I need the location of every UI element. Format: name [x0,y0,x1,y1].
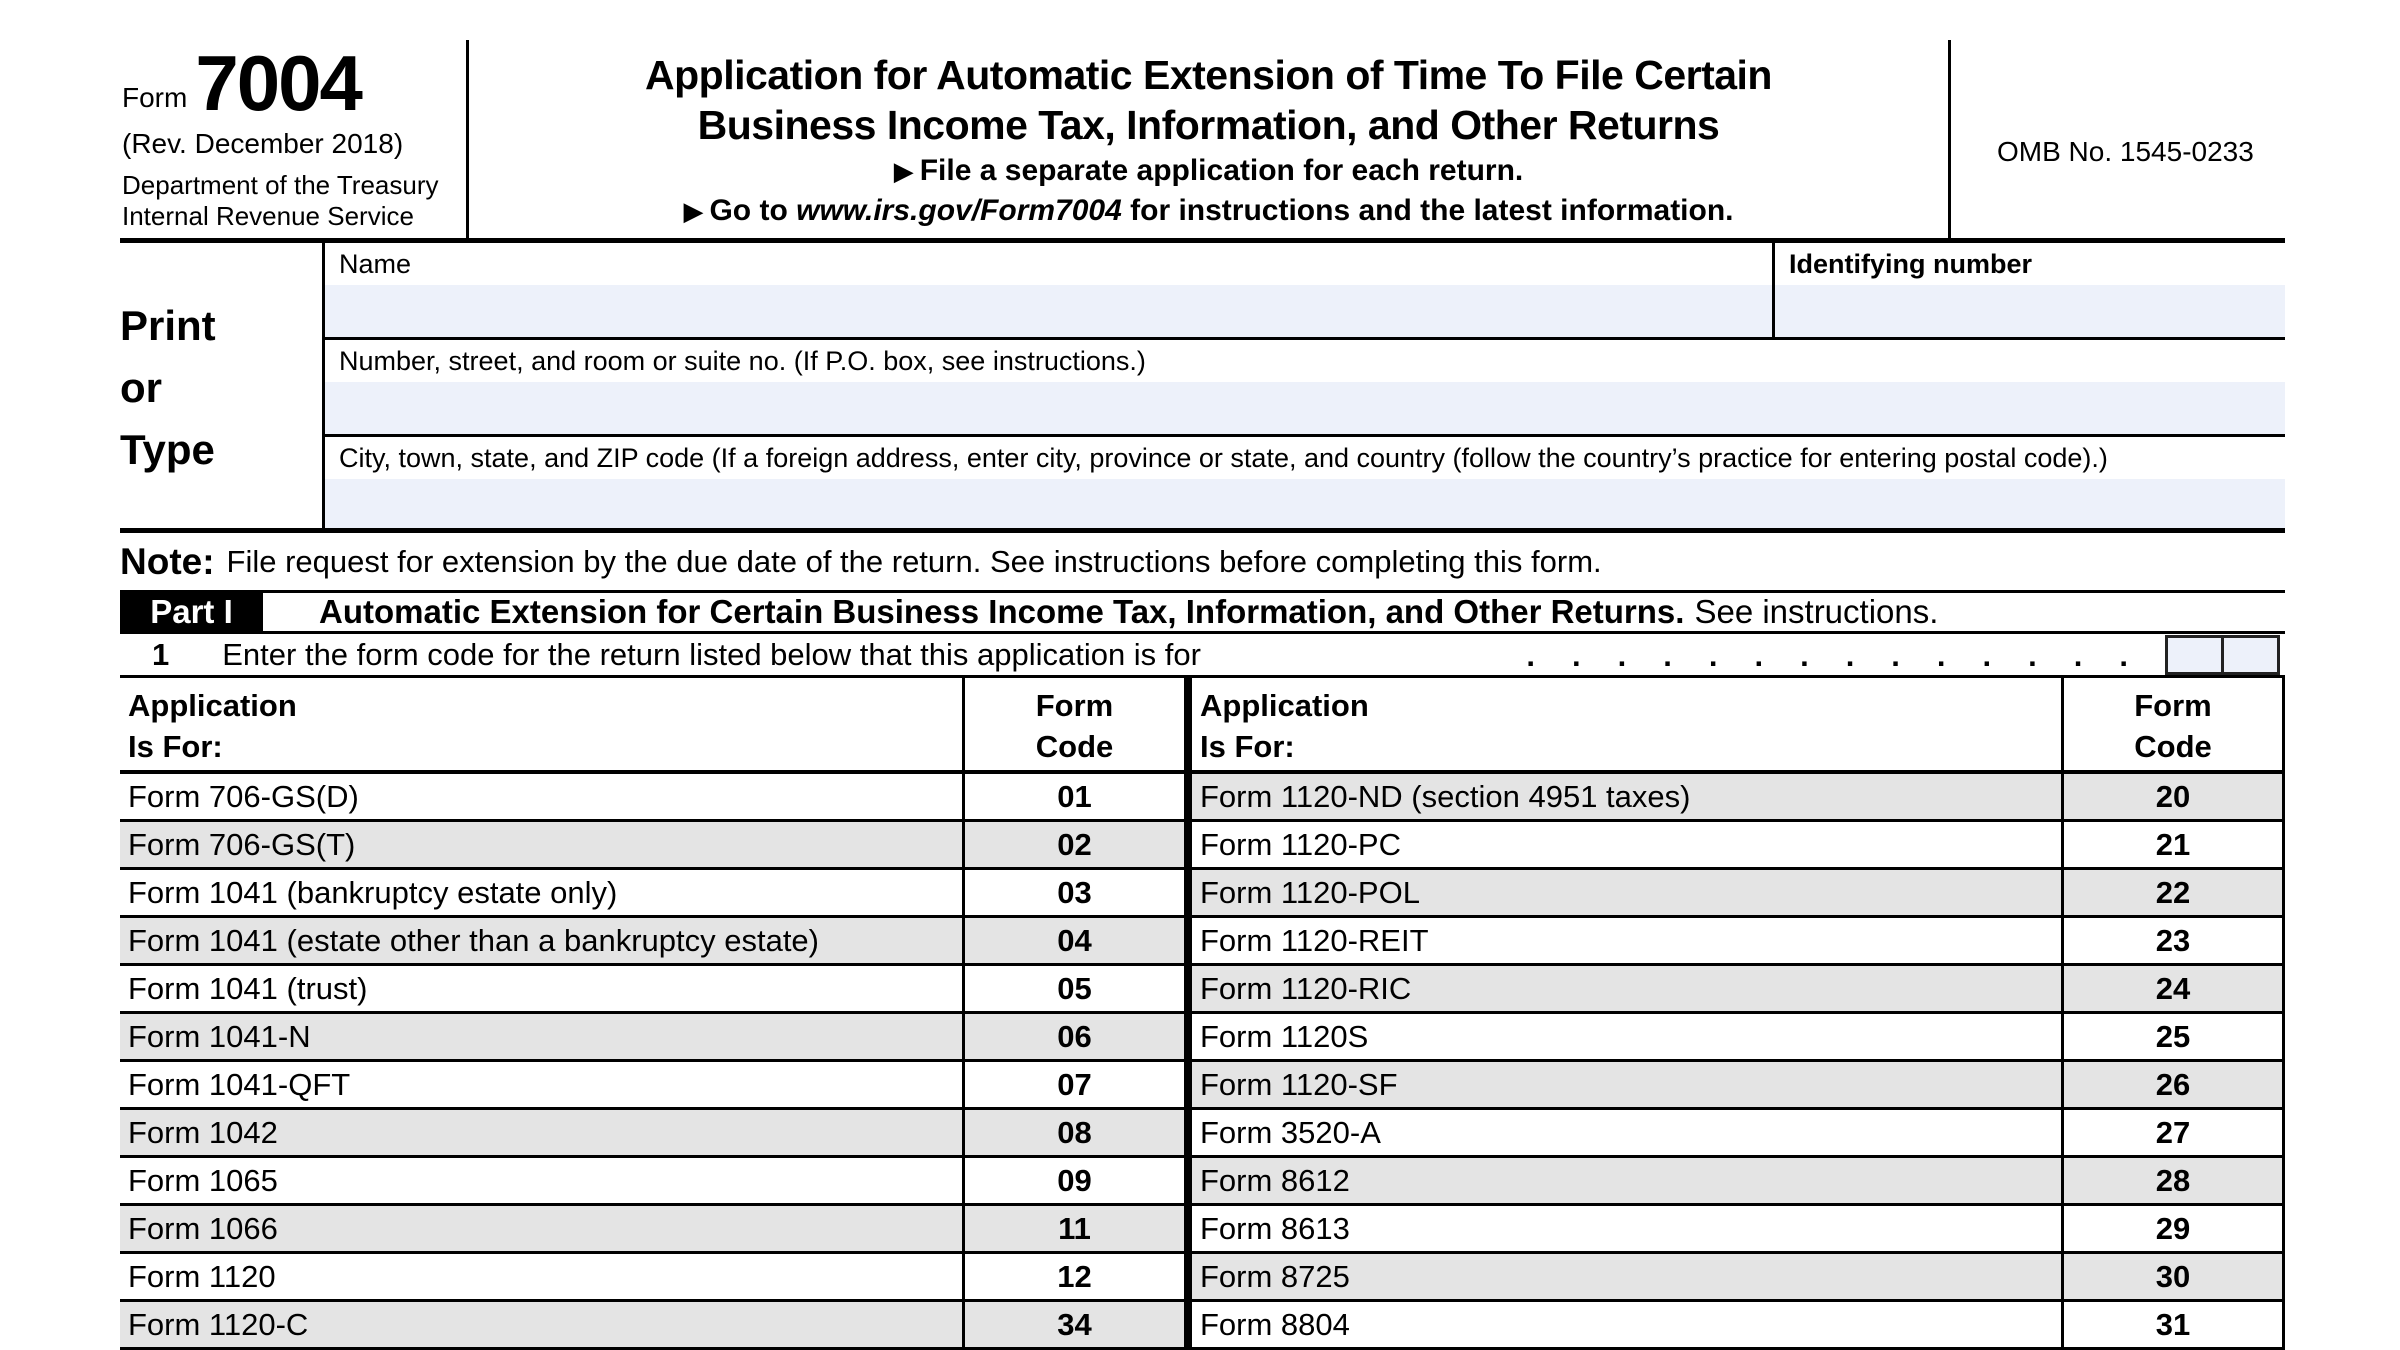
agency-line-1: Department of the Treasury [122,170,439,200]
irs-form-url: www.irs.gov/Form7004 [796,194,1122,227]
name-cell [325,243,1772,337]
note-label: Note: [120,540,215,582]
street-input[interactable] [325,382,2285,434]
omb-block [1951,40,2285,238]
print-or-type-label [120,243,325,528]
part1-header-bar [120,590,2285,634]
table-header [120,678,1184,774]
form-code-table-left [120,678,1184,1350]
note-row [120,533,2285,590]
bullet-2-pre: Go to [709,194,797,227]
part1-title-bold: Automatic Extension for Certain Business Income Tax, Information, and Other Returns. [319,593,1685,630]
bullet-1-text: File a separate application for each return. [919,154,1524,187]
form-header [120,40,2285,243]
table-row: Form 1041-QFT 07 [120,1062,1184,1110]
instruction-bullet-2 [683,192,1733,230]
table-row: Form 1120-C 34 [120,1302,1184,1350]
agency-block [122,170,456,232]
form-title [645,50,1772,150]
line1-number: 1 [152,636,170,672]
table-row: Form 8725 30 [1192,1254,2282,1302]
form-identity-block [120,40,469,238]
table-row: Form 706-GS(D) 01 [120,774,1184,822]
table-row: Form 1120-ND (section 4951 taxes) 20 [1192,774,2282,822]
table-row: Form 1120-SF 26 [1192,1062,2282,1110]
form-code-box-2[interactable] [2221,635,2280,675]
table-row: Form 1041 (trust) 05 [120,966,1184,1014]
form-word-label: Form [122,82,188,113]
instruction-bullet-1 [894,152,1524,190]
street-row [325,340,2285,437]
form-code-box-1[interactable] [2165,635,2224,675]
line1-text: Enter the form code for the return listed below that this application is for [222,636,1201,672]
table-row: Form 706-GS(T) 02 [120,822,1184,870]
city-input[interactable] [325,479,2285,528]
table-row: Form 1120S 25 [1192,1014,2282,1062]
form-code-header: Form Code [2134,688,2212,764]
line1-row [120,634,2285,678]
street-label: Number, street, and room or suite no. (If P.O. box, see instructions.) [339,346,1146,376]
identifying-number-input[interactable] [1775,285,2285,337]
identifying-number-label: Identifying number [1789,249,2032,279]
table-row: Form 1120-POL 22 [1192,870,2282,918]
table-row: Form 1041-N 06 [120,1014,1184,1062]
name-input[interactable] [325,285,1772,337]
arrow-icon: ▶ [893,156,914,186]
table-row: Form 1041 (bankruptcy estate only) 03 [120,870,1184,918]
dot-leader: .............. [1526,637,2165,673]
table-row: Form 1120 12 [120,1254,1184,1302]
application-header: Application Is For: [1192,678,2064,770]
table-row: Form 1120-PC 21 [1192,822,2282,870]
form-title-line-1: Application for Automatic Extension of Time To File Certain [645,52,1772,98]
revision-date: (Rev. December 2018) [122,128,404,159]
table-body [1192,774,2282,1350]
city-label: City, town, state, and ZIP code (If a foreign address, enter city, province or state, and country (follow the country’s practice for entering postal code).) [339,443,2108,473]
form-code-header: Form Code [1035,688,1114,764]
name-row [325,243,2285,340]
agency-line-2: Internal Revenue Service [122,201,414,231]
print-or-type-word-3: Type [120,426,215,473]
form-number-row [122,39,456,127]
omb-number: OMB No. 1545-0233 [1997,136,2254,167]
entity-fields [325,243,2285,528]
table-row: Form 8613 29 [1192,1206,2282,1254]
table-row: Form 1120-RIC 24 [1192,966,2282,1014]
part1-label: Part I [120,593,263,631]
street-cell [325,340,2285,434]
application-header: Application Is For: [120,678,965,770]
form-number: 7004 [195,39,361,127]
table-row: Form 1042 08 [120,1110,1184,1158]
arrow-icon: ▶ [683,196,704,226]
table-row: Form 8612 28 [1192,1158,2282,1206]
table-row: Form 1065 09 [120,1158,1184,1206]
form-title-block [469,40,1951,238]
bullet-2-post: for instructions and the latest information. [1121,194,1734,227]
table-row: Form 1120-REIT 23 [1192,918,2282,966]
table-header [1192,678,2282,774]
name-label: Name [339,249,412,279]
table-body [120,774,1184,1350]
print-or-type-word-1: Print [120,302,216,349]
identifying-number-cell [1772,243,2285,337]
table-row: Form 3520-A 27 [1192,1110,2282,1158]
city-row [325,437,2285,528]
table-row: Form 1041 (estate other than a bankruptcy estate) 04 [120,918,1184,966]
print-or-type-section [120,243,2285,533]
table-row: Form 8804 31 [1192,1302,2282,1350]
part1-title-rest: See instructions. [1694,593,1939,630]
note-text: File request for extension by the due date of the return. See instructions before completing this form. [226,543,1602,579]
table-row: Form 1066 11 [120,1206,1184,1254]
form-title-line-2: Business Income Tax, Information, and Other Returns [697,102,1720,148]
form-code-table-right [1184,678,2285,1350]
form-code-tables [120,678,2285,1350]
part1-title [263,593,1938,631]
print-or-type-word-2: or [120,364,162,411]
city-cell [325,437,2285,528]
